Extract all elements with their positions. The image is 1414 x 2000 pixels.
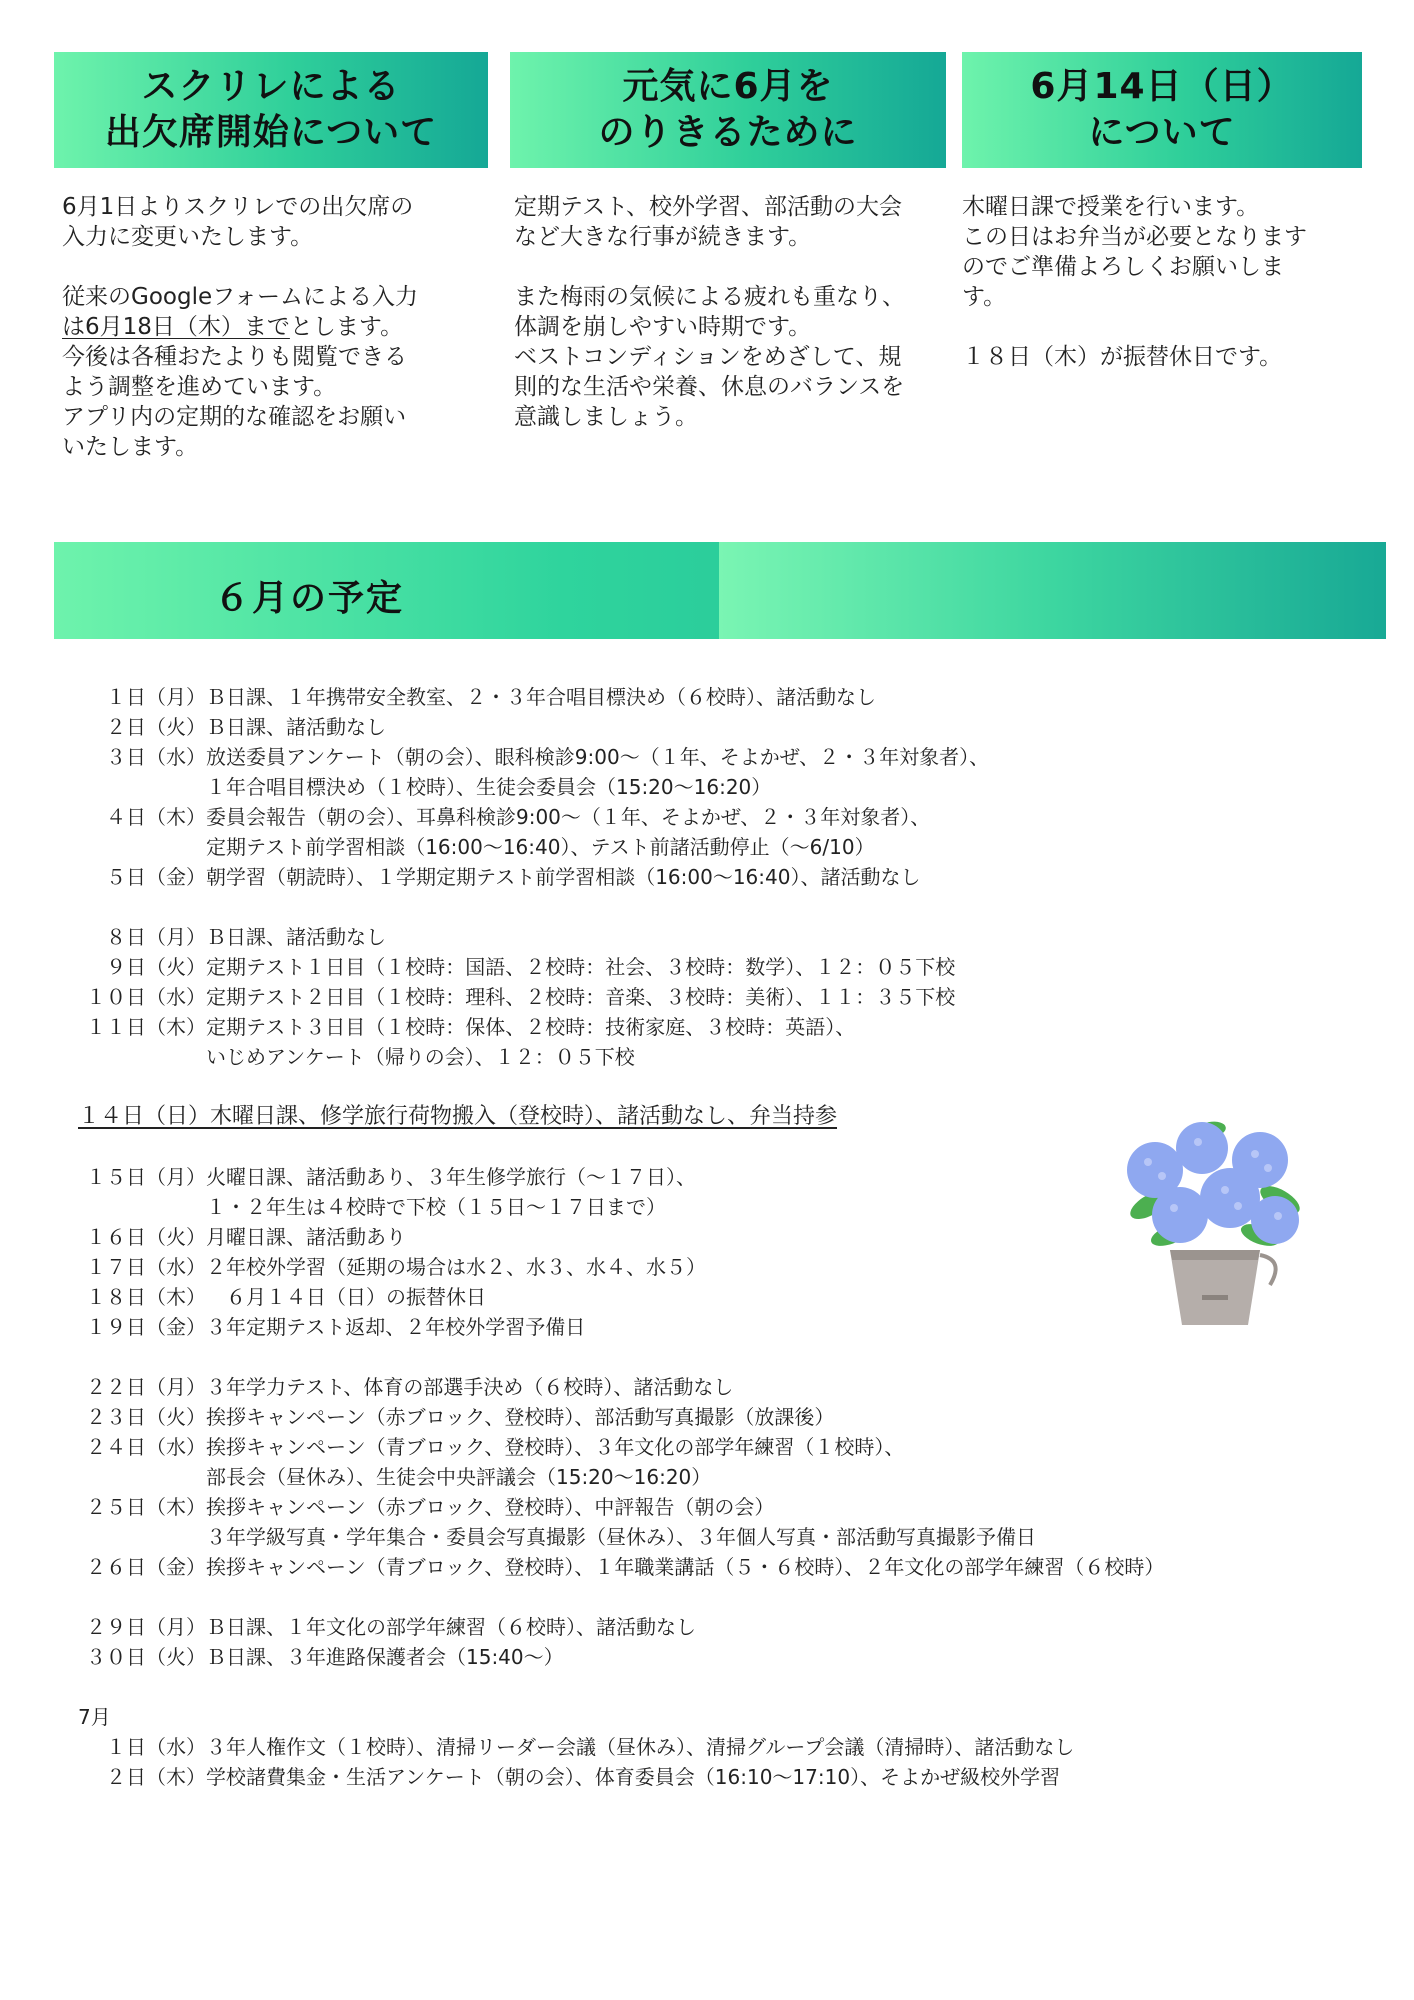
june-14-paragraph-1: 木曜日課で授業を行います。 この日はお弁当が必要となります のでご準備よろしくお願いしま す。 bbox=[962, 194, 1307, 310]
schedule-date: １９日（金） bbox=[86, 1315, 206, 1339]
schedule-date: ２日（木） bbox=[106, 1765, 206, 1789]
schedule-event: 朝学習（朝読時）、１学期定期テスト前学習相談（16:00～16:40）、諸活動なし bbox=[206, 865, 921, 889]
schedule-event: Ｂ日課、１年文化の部学年練習（６校時）、諸活動なし bbox=[206, 1615, 696, 1639]
schedule-row bbox=[78, 712, 1308, 742]
schedule-date: ２６日（金） bbox=[86, 1555, 206, 1579]
schedule-row bbox=[78, 1612, 1308, 1642]
schedule-date: ２２日（月） bbox=[86, 1375, 206, 1399]
schedule-event: ６月１４日（日）の振替休日 bbox=[206, 1285, 486, 1309]
schedule-row bbox=[78, 1432, 1308, 1462]
schedule-event: Ｂ日課、諸活動なし bbox=[206, 925, 386, 949]
june-health-paragraph-1: 定期テスト、校外学習、部活動の大会 など大きな行事が続きます。 bbox=[514, 194, 903, 250]
schedule-event: 定期テスト３日目（１校時：保体、２校時：技術家庭、３校時：英語）、 bbox=[206, 1015, 856, 1039]
schedule-event: ３年定期テスト返却、２年校外学習予備日 bbox=[206, 1315, 586, 1339]
schedule-banner bbox=[54, 542, 1386, 639]
schedule-row bbox=[78, 1372, 1308, 1402]
june-health-paragraph-2: また梅雨の気候による疲れも重なり、 体調を崩しやすい時期です。 ベストコンディションをめざして、規 則的な生活や栄養、休息のバランスを 意識しましょう。 bbox=[514, 284, 905, 430]
schedule-event: ３年学力テスト、体育の部選手決め（６校時）、諸活動なし bbox=[206, 1375, 734, 1399]
schedule-gap bbox=[78, 1672, 1308, 1702]
header-attendance-title: スクリレによる 出欠席開始について bbox=[104, 66, 438, 153]
schedule-date: ２５日（木） bbox=[86, 1495, 206, 1519]
schedule-event: 定期テスト２日目（１校時：理科、２校時：音楽、３校時：美術）、１１：３５下校 bbox=[206, 985, 956, 1009]
attendance-text-a: 従来のGoogleフォームによる入力 bbox=[62, 284, 418, 310]
schedule-event: Ｂ日課、諸活動なし bbox=[206, 715, 386, 739]
attendance-paragraph-2 bbox=[62, 282, 492, 462]
schedule-date: １５日（月） bbox=[86, 1165, 206, 1189]
schedule-date: ４日（木） bbox=[106, 805, 206, 829]
schedule-date: １１日（木） bbox=[86, 1015, 206, 1039]
schedule-row bbox=[78, 1402, 1308, 1432]
schedule-gap bbox=[78, 1582, 1308, 1612]
hydrangea-pot-icon bbox=[1110, 1110, 1320, 1330]
schedule-row bbox=[78, 1762, 1308, 1792]
header-june-health bbox=[510, 52, 946, 168]
attendance-deadline: は6月18日（木）まで bbox=[62, 314, 290, 340]
schedule-event: Ｂ日課、３年進路保護者会（15:40～） bbox=[206, 1645, 564, 1669]
schedule-continuation: いじめアンケート（帰りの会）、１２：０５下校 bbox=[206, 1045, 635, 1069]
schedule-banner-right bbox=[719, 542, 1386, 639]
schedule-event: 挨拶キャンペーン（青ブロック、登校時）、３年文化の部学年練習（１校時）、 bbox=[206, 1435, 905, 1459]
schedule-continuation: １年合唱目標決め（１校時）、生徒会委員会（15:20～16:20） bbox=[206, 775, 772, 799]
schedule-date: ９日（火） bbox=[106, 955, 206, 979]
schedule-date: ３日（水） bbox=[106, 745, 206, 769]
schedule-date: １８日（木） bbox=[86, 1285, 206, 1309]
attendance-text-b: とします。 今後は各種おたよりも閲覧できる よう調整を進めています。 アプリ内の定期的な確認をお願い いたします。 bbox=[62, 314, 407, 460]
schedule-event: 委員会報告（朝の会）、耳鼻科検診9:00～（１年、そよかぜ、２・３年対象者）、 bbox=[206, 805, 931, 829]
schedule-event: 挨拶キャンペーン（青ブロック、登校時）、１年職業講話（５・６校時）、２年文化の部学年練習（６校時） bbox=[206, 1555, 1165, 1579]
schedule-gap bbox=[78, 1072, 1308, 1102]
schedule-date: ５日（金） bbox=[106, 865, 206, 889]
schedule-date: ２４日（水） bbox=[86, 1435, 206, 1459]
schedule-event: 火曜日課、諸活動あり、３年生修学旅行（～１７日）、 bbox=[206, 1165, 696, 1189]
schedule-event: 学校諸費集金・生活アンケート（朝の会）、体育委員会（16:10～17:10）、そよかぜ級校外学習 bbox=[206, 1765, 1061, 1789]
schedule-row bbox=[78, 952, 1308, 982]
schedule-event: 挨拶キャンペーン（赤ブロック、登校時）、部活動写真撮影（放課後） bbox=[206, 1405, 835, 1429]
schedule-continuation: ３年学級写真・学年集合・委員会写真撮影（昼休み）、３年個人写真・部活動写真撮影予備日 bbox=[206, 1525, 1036, 1549]
attendance-body bbox=[62, 192, 492, 492]
schedule-row bbox=[78, 742, 1308, 772]
schedule-row bbox=[78, 922, 1308, 952]
schedule-gap bbox=[78, 892, 1308, 922]
header-june-14-title: 6月14日（日） について bbox=[1030, 66, 1294, 153]
attendance-paragraph-1: 6月1日よりスクリレでの出欠席の 入力に変更いたします。 bbox=[62, 194, 414, 250]
header-june-health-title: 元気に6月を のりきるために bbox=[598, 66, 858, 153]
schedule-continuation: １・２年生は４校時で下校（１５日～１７日まで） bbox=[206, 1195, 666, 1219]
schedule-date: １日（月） bbox=[106, 685, 206, 709]
schedule-row bbox=[78, 1732, 1308, 1762]
schedule-date: ８日（月） bbox=[106, 925, 206, 949]
schedule-continuation: 部長会（昼休み）、生徒会中央評議会（15:20～16:20） bbox=[206, 1465, 712, 1489]
schedule-date: ３０日（火） bbox=[86, 1645, 206, 1669]
schedule-event: 月曜日課、諸活動あり bbox=[206, 1225, 406, 1249]
schedule-row bbox=[78, 982, 1308, 1012]
schedule-row bbox=[78, 1642, 1308, 1672]
schedule-event: ３年人権作文（１校時）、清掃リーダー会議（昼休み）、清掃グループ会議（清掃時）、諸活動なし bbox=[206, 1735, 1075, 1759]
schedule-event: Ｂ日課、１年携帯安全教室、２・３年合唱目標決め（６校時）、諸活動なし bbox=[206, 685, 876, 709]
schedule-date: １６日（火） bbox=[86, 1225, 206, 1249]
schedule-month-label: 7月 bbox=[78, 1705, 111, 1729]
schedule-row bbox=[78, 862, 1308, 892]
schedule-event: 挨拶キャンペーン（赤ブロック、登校時）、中評報告（朝の会） bbox=[206, 1495, 775, 1519]
schedule-date: ２９日（月） bbox=[86, 1615, 206, 1639]
june-health-body bbox=[514, 192, 954, 462]
schedule-date: １０日（水） bbox=[86, 985, 206, 1009]
schedule-date: ２日（火） bbox=[106, 715, 206, 739]
schedule-row bbox=[78, 1552, 1308, 1582]
schedule-date: １７日（水） bbox=[86, 1255, 206, 1279]
june-14-body bbox=[962, 192, 1362, 402]
schedule-event: ２年校外学習（延期の場合は水２、水３、水４、水５） bbox=[206, 1255, 706, 1279]
header-attendance bbox=[54, 52, 488, 168]
schedule-event: 放送委員アンケート（朝の会）、眼科検診9:00～（１年、そよかぜ、２・３年対象者）、 bbox=[206, 745, 990, 769]
schedule-row bbox=[78, 682, 1308, 712]
schedule-continuation: 定期テスト前学習相談（16:00～16:40）、テスト前諸活動停止（～6/10） bbox=[206, 835, 875, 859]
schedule-gap bbox=[78, 1342, 1308, 1372]
schedule-row bbox=[78, 1492, 1308, 1522]
june-14-paragraph-2: １８日（木）が振替休日です。 bbox=[962, 344, 1283, 370]
schedule-row bbox=[78, 802, 1308, 832]
header-june-14 bbox=[962, 52, 1362, 168]
schedule-title: ６月の予定 bbox=[214, 578, 405, 619]
schedule-date: ２３日（火） bbox=[86, 1405, 206, 1429]
schedule-date: １日（水） bbox=[106, 1735, 206, 1759]
schedule-event: 定期テスト１日目（１校時：国語、２校時：社会、３校時：数学）、１２：０５下校 bbox=[206, 955, 956, 979]
schedule-special-day: １４日（日）木曜日課、修学旅行荷物搬入（登校時）、諸活動なし、弁当持参 bbox=[78, 1104, 838, 1129]
schedule-row bbox=[78, 1012, 1308, 1042]
